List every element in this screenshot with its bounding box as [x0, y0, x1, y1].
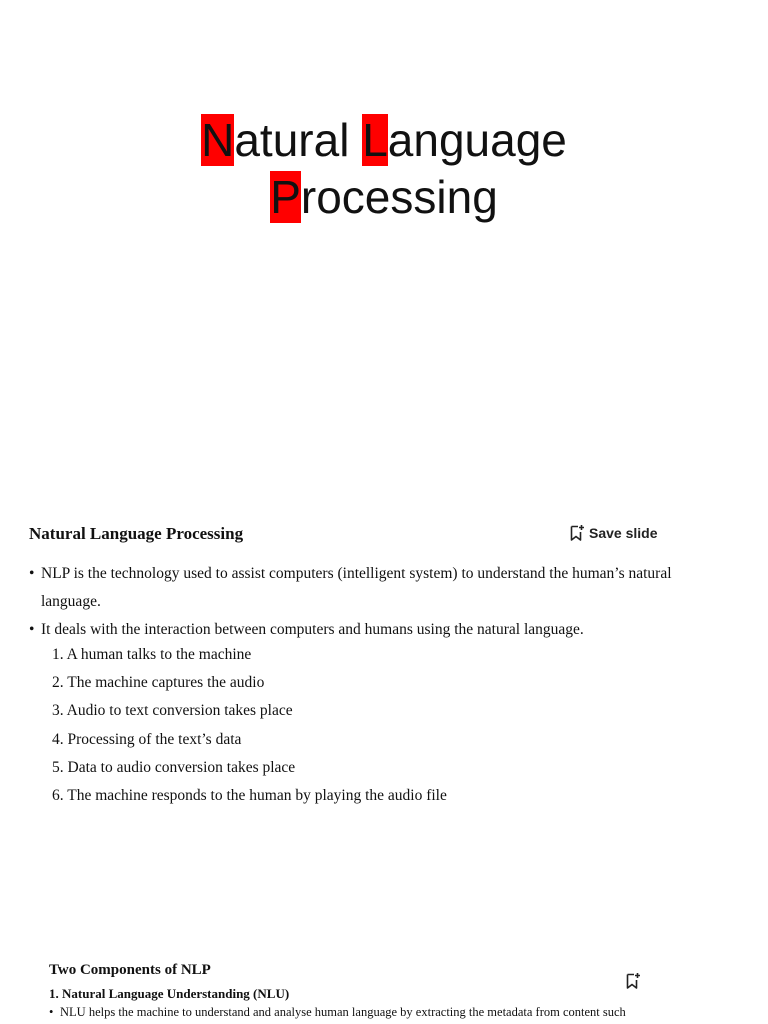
step-item: 4. Processing of the text’s data	[52, 730, 242, 748]
slide-heading: Natural Language Processing	[29, 524, 244, 543]
slide-2	[0, 480, 768, 920]
bullet-item: • NLU helps the machine to understand and analyse human language by extracting the metadata from content such	[49, 1005, 720, 1020]
bullet-item: • NLP is the technology used to assist computers (intelligent system) to understand the human’s natural language.	[29, 560, 689, 616]
steps-list	[52, 641, 447, 810]
slide-title	[0, 112, 768, 226]
title-text: rocessing	[300, 171, 498, 223]
title-highlight-letter: N	[201, 114, 235, 166]
step-item: 2. The machine captures the audio	[52, 674, 265, 692]
step-item: 5. Data to audio conversion takes place	[52, 758, 296, 776]
save-slide-label: Save slide	[589, 525, 658, 541]
slide-1	[0, 0, 768, 480]
step-item: 1. A human talks to the machine	[52, 646, 252, 663]
bookmark-plus-icon	[569, 524, 585, 542]
save-slide-button[interactable]	[625, 972, 641, 995]
bullet-list	[29, 560, 689, 644]
slide-heading: Two Components of NLP	[49, 962, 211, 978]
bullet-item: • It deals with the interaction between computers and humans using the natural language.	[29, 616, 689, 644]
slide-title-line-1	[0, 112, 768, 169]
step-item: 3. Audio to text conversion takes place	[52, 702, 293, 720]
title-text: anguage	[387, 114, 567, 166]
slide-3	[0, 920, 768, 1024]
step-item: 6. The machine responds to the human by playing the audio file	[52, 787, 447, 805]
title-text: atural	[234, 114, 363, 166]
slide-subheading: 1. Natural Language Understanding (NLU)	[49, 986, 290, 1001]
title-highlight-letter: L	[362, 114, 388, 166]
slide-title-line-2	[0, 169, 768, 226]
bookmark-plus-icon	[625, 972, 641, 990]
title-highlight-letter: P	[270, 171, 301, 223]
save-slide-button[interactable]	[569, 524, 658, 542]
